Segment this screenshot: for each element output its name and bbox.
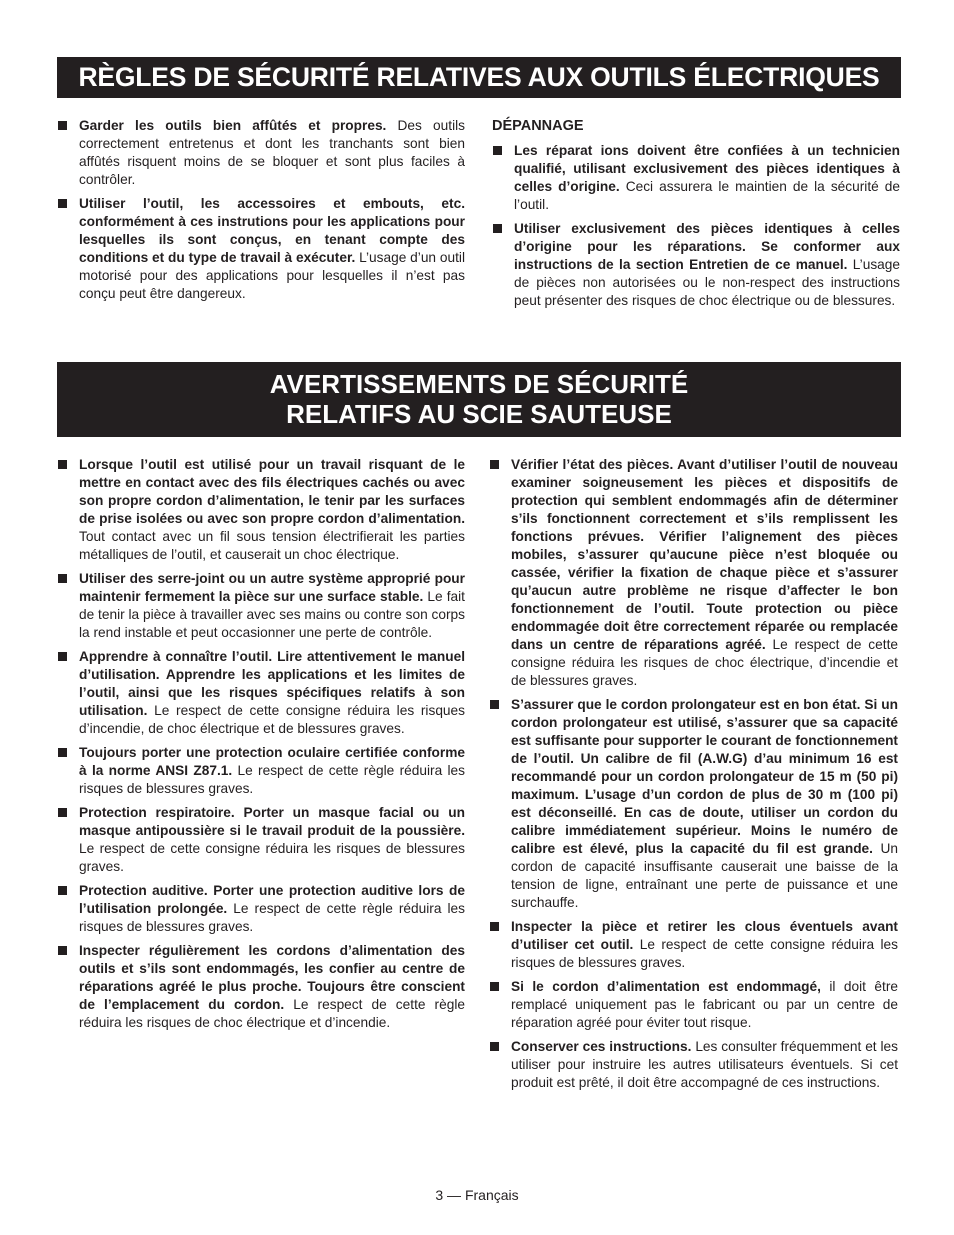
item-text: Le fait de tenir la pièce à travailler avec ses mains ou contre son corps la rend instable et peut occasionner une perte de contrôle. bbox=[79, 589, 465, 640]
item-bold: Inspecter la pièce et retirer les clous éventuels avant d’utiliser cet outil. bbox=[511, 919, 898, 952]
item-bold: Les réparat ions doivent être confiées à un technicien qualifié, utilisant exclusivement des pièces identiques à celles d’origine. bbox=[514, 143, 900, 194]
item-text: Le respect de cette règle réduira les risques de blessures graves. bbox=[79, 763, 465, 796]
item-text: Le respect de cette règle réduira les risques de blessures graves. bbox=[79, 901, 465, 934]
item-bold: Utiliser exclusivement des pièces identiques à celles d’origine pour les réparations. Se conformer aux instructions de la section Entretien de ce manuel. bbox=[514, 221, 900, 272]
list-item bbox=[489, 696, 898, 912]
list-item bbox=[57, 456, 465, 564]
warnings-list-left bbox=[57, 456, 465, 1032]
item-text: Tout contact avec un fil sous tension électrifierait les parties métalliques de l’outil, et causerait un choc électrique. bbox=[79, 529, 465, 562]
depannage-heading: DÉPANNAGE bbox=[492, 118, 584, 134]
item-bold: Utiliser des serre-joint ou un autre système approprié pour maintenir fermement la pièce sur une surface stable. bbox=[79, 571, 465, 604]
list-item bbox=[57, 744, 465, 798]
list-item bbox=[57, 195, 465, 303]
list-item bbox=[57, 117, 465, 189]
depannage-list bbox=[492, 142, 900, 310]
item-text: Le respect de cette consigne réduira les risques de blessures graves. bbox=[79, 841, 465, 874]
column-jigsaw-left bbox=[57, 456, 465, 1038]
list-item bbox=[489, 978, 898, 1032]
list-item bbox=[492, 142, 900, 214]
item-text: Les consulter fréquemment et les utiliser pour instruire les autres utilisateurs éventuels. Si cet produit est prêté, il doit être accompagné de ces instructions. bbox=[511, 1039, 898, 1090]
list-item bbox=[492, 220, 900, 310]
item-text: Ceci assurera le maintien de la sécurité de l’outil. bbox=[514, 179, 900, 212]
section-title-jigsaw-warnings bbox=[57, 362, 901, 437]
rules-list bbox=[57, 117, 465, 303]
item-text: Le respect de cette consigne réduira les risques de choc électrique, d’incendie et de blessures graves. bbox=[511, 637, 898, 688]
item-text: L’usage d’un outil motorisé pour des applications pour lesquelles il n’est pas conçu peut être dangereux. bbox=[79, 250, 465, 301]
list-item bbox=[57, 882, 465, 936]
item-bold: Protection auditive. Porter une protection auditive lors de l’utilisation prolongée. bbox=[79, 883, 465, 916]
column-power-tool-rules bbox=[57, 117, 465, 309]
item-bold: Conserver ces instructions. bbox=[511, 1039, 692, 1054]
page-footer: 3 — Français bbox=[435, 1187, 519, 1203]
item-bold: Inspecter régulièrement les cordons d’alimentation des outils et s’ils sont endommagés, les confier au centre de réparations agréé le plus proche. Toujours être conscient de l’emplacement du cordon. bbox=[79, 943, 465, 1012]
item-bold: Vérifier l’état des pièces. Avant d’utiliser l’outil de nouveau examiner soigneusement les pièces et dispositifs de protection qui semblent endommagés afin de déterminer s’ils fonctionnent correctement et s’ils remplissent les fonctions prévues. Vérifier l’alignement des pièces mobiles, s’assurer qu’aucune pièce n’est bloquée ou cassée, vérifier la fixation de chaque pièce et s’assurer qu’aucun autre problème ne risque d’affecter le bon fonctionnement de l’outil. Toute protection ou pièce endommagée doit être correctement réparée ou remplacée dans un centre de réparations agréé. bbox=[511, 457, 898, 652]
list-item bbox=[489, 456, 898, 690]
list-item bbox=[57, 570, 465, 642]
list-item bbox=[57, 648, 465, 738]
item-bold: Protection respiratoire. Porter un masque facial ou un masque antipoussière si le travail produit de la poussière. bbox=[79, 805, 465, 838]
list-item bbox=[57, 804, 465, 876]
column-jigsaw-right bbox=[489, 456, 898, 1098]
section-title-power-tool-safety: RÈGLES DE SÉCURITÉ RELATIVES AUX OUTILS ÉLECTRIQUES bbox=[57, 57, 901, 98]
list-item bbox=[489, 1038, 898, 1092]
warnings-list-right bbox=[489, 456, 898, 1092]
item-bold: Utiliser l’outil, les accessoires et embouts, etc. conformément à ces instrutions pour les applications pour lesquelles ils sont conçus, en tenant compte des conditions et du type de travail à exécuter. bbox=[79, 196, 465, 265]
section-title-line-2: RELATIFS AU SCIE SAUTEUSE bbox=[286, 399, 672, 429]
item-bold: Apprendre à connaître l’outil. Lire attentivement le manuel d’utilisation. Apprendre les applications et les limites de l’outil, ainsi que les risques spécifiques relatifs à son utilisation. bbox=[79, 649, 465, 718]
item-bold: Toujours porter une protection oculaire certifiée conforme à la norme ANSI Z87.1. bbox=[79, 745, 465, 778]
item-text: Le respect de cette règle réduira les risques de choc électrique et d’incendie. bbox=[79, 997, 465, 1030]
item-text: Le respect de cette consigne réduira les risques de blessures graves. bbox=[511, 937, 898, 970]
item-text: il doit être remplacé uniquement pas le fabricant ou par un centre de réparation agréé pour éviter tout risque. bbox=[511, 979, 898, 1030]
item-text: Des outils correctement entretenus et dont les tranchants sont bien affûtés risquent moins de se bloquer et sont plus faciles à contrôler. bbox=[79, 118, 466, 187]
item-bold: S’assurer que le cordon prolongateur est en bon état. Si un cordon prolongateur est utilisé, s’assurer que sa capacité est suffisante pour supporter le courant de fonctionnement de l’outil. Un calibre de fil (A.W.G) d’au minimum 16 est recommandé pour un cordon prolongateur de 15 m (50 pi) maximum. L’usage d’un cordon de plus de 30 m (100 pi) est déconseillé. En cas de doute, utiliser un cordon du calibre immédiatement supérieur. Moins le numéro de calibre est élevé, plus la capacité du fil est grande. bbox=[511, 697, 898, 856]
section-title-line-1: AVERTISSEMENTS DE SÉCURITÉ bbox=[269, 369, 689, 399]
item-bold: Garder les outils bien affûtés et propres. bbox=[79, 118, 387, 133]
item-text: L’usage de pièces non autorisées ou le non-respect des instructions peut présenter des risques de choc électrique ou de blessures. bbox=[514, 257, 900, 308]
item-text: Un cordon de capacité insuffisante causerait une baisse de la tension de ligne, entraînant une perte de puissance et une surchauffe. bbox=[511, 841, 898, 910]
list-item bbox=[489, 918, 898, 972]
list-item bbox=[57, 942, 465, 1032]
item-bold: Si le cordon d’alimentation est endommagé, bbox=[511, 979, 821, 994]
item-bold: Lorsque l’outil est utilisé pour un travail risquant de le mettre en contact avec des fils électriques cachés ou avec son propre cordon d’alimentation, le tenir par les surfaces de prise isolées ou avec son propre cordon d’alimentation. bbox=[79, 457, 465, 526]
column-depannage bbox=[492, 117, 900, 316]
item-text: Le respect de cette consigne réduira les risques d’incendie, de choc électrique et de blessures graves. bbox=[79, 703, 465, 736]
